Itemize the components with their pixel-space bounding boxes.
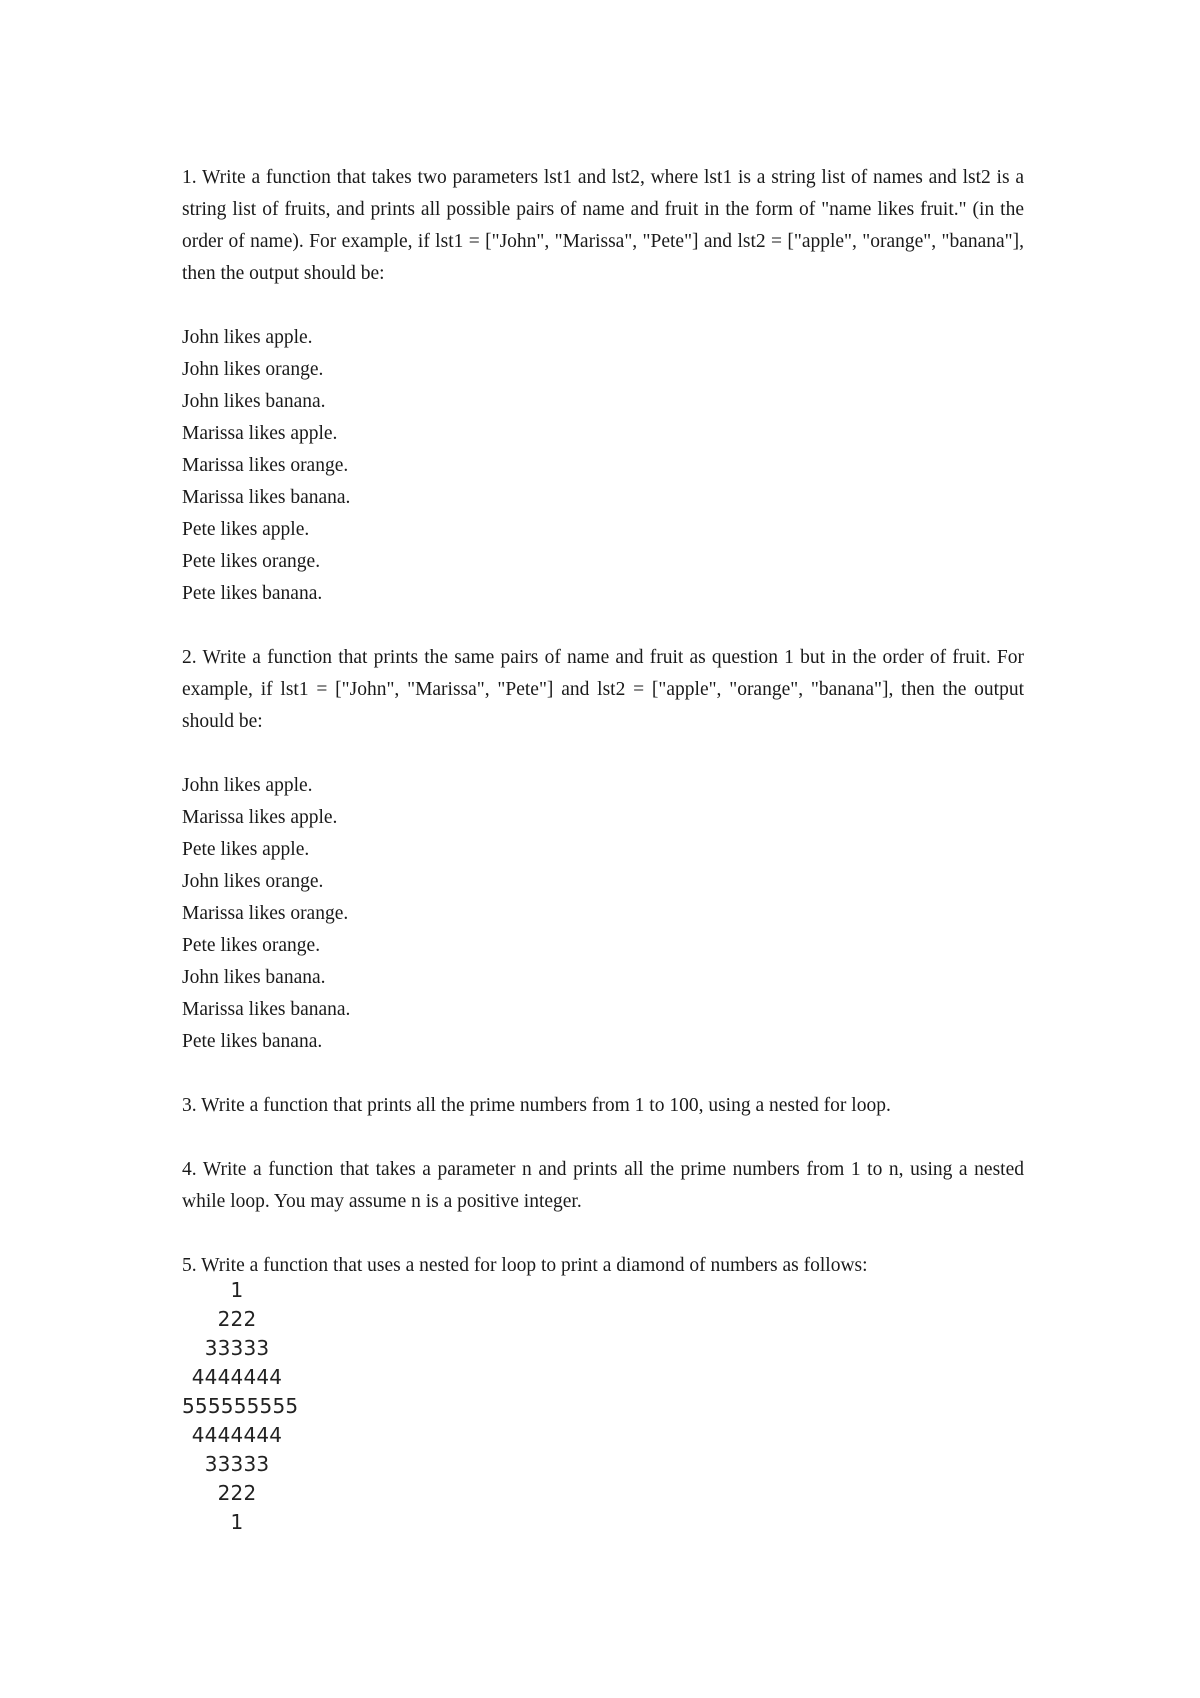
diamond-row: 1 bbox=[230, 1278, 244, 1302]
output-line: John likes apple. bbox=[182, 327, 313, 348]
output-line: John likes banana. bbox=[182, 391, 326, 412]
output-line: Pete likes apple. bbox=[182, 839, 310, 860]
document-body bbox=[182, 162, 1024, 1537]
output-line: Marissa likes apple. bbox=[182, 807, 338, 828]
spacer bbox=[182, 290, 1024, 322]
diamond-row: 222 bbox=[217, 1307, 257, 1331]
question-2-text: 2. Write a function that prints the same pairs of name and fruit as question 1 but in the order of fruit. For example, if lst1 = ["John", "Marissa", "Pete"] and lst2 = ["apple", "orange", "banana"], then the output should be: bbox=[182, 647, 1024, 732]
spacer bbox=[182, 738, 1024, 770]
diamond-row: 4444444 bbox=[191, 1423, 283, 1447]
question-2-output bbox=[182, 770, 1024, 1058]
spacer bbox=[182, 1058, 1024, 1090]
spacer bbox=[182, 1218, 1024, 1250]
question-1-text: 1. Write a function that takes two parameters lst1 and lst2, where lst1 is a string list of names and lst2 is a string list of fruits, and prints all possible pairs of name and fruit in the form of "name likes fruit." (in the order of name). For example, if lst1 = ["John", "Marissa", "Pete"] and lst2 = ["apple", "orange", "banana"], then the output should be: bbox=[182, 167, 1024, 284]
diamond-row: 33333 bbox=[204, 1336, 270, 1360]
question-1-output bbox=[182, 322, 1024, 610]
output-line: John likes apple. bbox=[182, 775, 313, 796]
output-line: Marissa likes orange. bbox=[182, 903, 349, 924]
output-line: Pete likes apple. bbox=[182, 519, 310, 540]
output-line: Marissa likes banana. bbox=[182, 487, 351, 508]
output-line: Marissa likes orange. bbox=[182, 455, 349, 476]
diamond-row: 555555555 bbox=[182, 1394, 299, 1418]
output-line: Pete likes banana. bbox=[182, 583, 323, 604]
diamond-row: 4444444 bbox=[191, 1365, 283, 1389]
diamond-row: 222 bbox=[217, 1481, 257, 1505]
question-3-text: 3. Write a function that prints all the prime numbers from 1 to 100, using a nested for loop. bbox=[182, 1095, 891, 1116]
question-5-text: 5. Write a function that uses a nested for loop to print a diamond of numbers as follows: bbox=[182, 1255, 868, 1276]
output-line: John likes orange. bbox=[182, 871, 324, 892]
question-4-text: 4. Write a function that takes a parameter n and prints all the prime numbers from 1 to n, using a nested while loop. You may assume n is a positive integer. bbox=[182, 1159, 1024, 1212]
spacer bbox=[182, 610, 1024, 642]
number-diamond bbox=[182, 1276, 299, 1537]
output-line: Pete likes orange. bbox=[182, 935, 321, 956]
diamond-row: 33333 bbox=[204, 1452, 270, 1476]
output-line: Marissa likes apple. bbox=[182, 423, 338, 444]
output-line: Marissa likes banana. bbox=[182, 999, 351, 1020]
output-line: John likes banana. bbox=[182, 967, 326, 988]
output-line: John likes orange. bbox=[182, 359, 324, 380]
diamond-row: 1 bbox=[230, 1510, 244, 1534]
output-line: Pete likes orange. bbox=[182, 551, 321, 572]
spacer bbox=[182, 1122, 1024, 1154]
output-line: Pete likes banana. bbox=[182, 1031, 323, 1052]
